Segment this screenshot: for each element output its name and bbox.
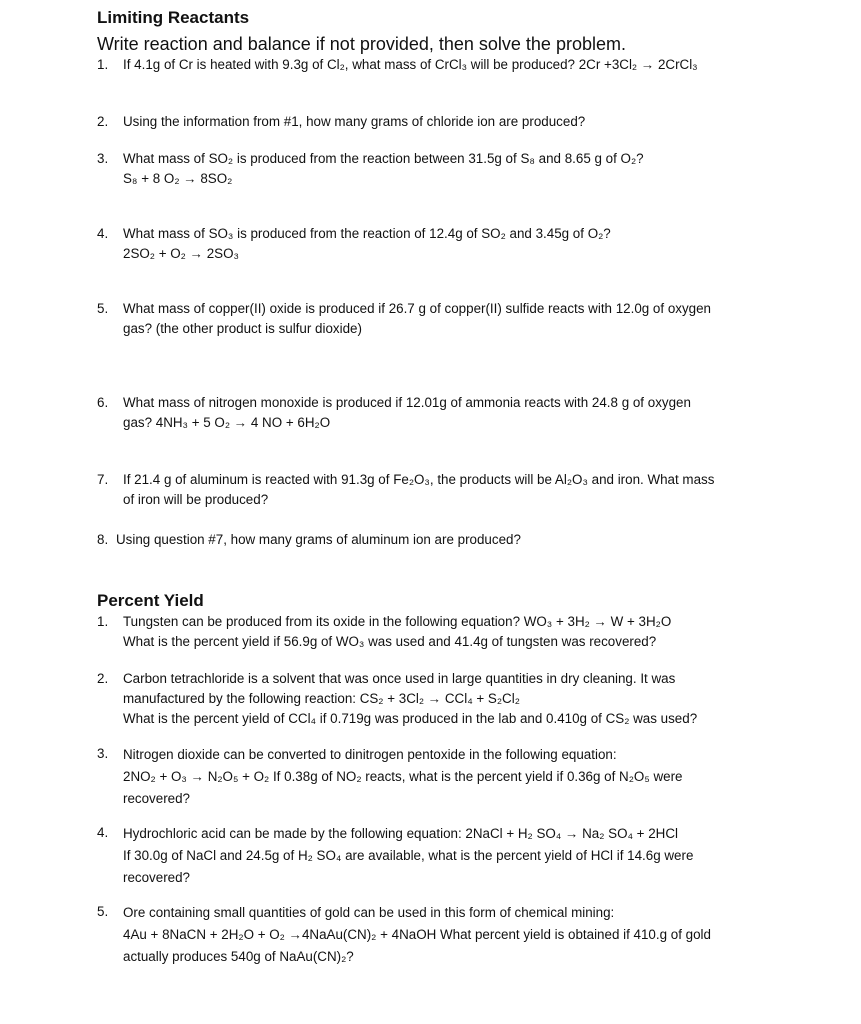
question-text: Using the information from #1, how many grams of chloride ion are produced? xyxy=(123,114,586,129)
question-number: 2. xyxy=(97,671,109,686)
question-number: 4. xyxy=(97,226,109,241)
question-text: Using question #7, how many grams of aluminum ion are produced? xyxy=(116,532,521,547)
question-number: 6. xyxy=(97,395,109,410)
question-text: What mass of copper(II) oxide is produced if 26.7 g of copper(II) sulfide reacts with 12.0g of oxygen gas? (the other product is sulfur dioxide) xyxy=(123,301,711,336)
question-text: If 4.1g of Cr is heated with 9.3g of Cl₂, what mass of CrCl₃ will be produced? 2Cr +3Cl₂ → 2CrCl₃ xyxy=(123,57,698,72)
question-number: 2. xyxy=(97,114,109,129)
question-text: Nitrogen dioxide can be converted to dinitrogen pentoxide in the following equation: 2NO₂ + O₃ → N₂O₅ + O₂ If 0.38g of NO₂ reacts, what is the percent yield if 0.36g of N₂O₅ were recovered? xyxy=(123,747,683,806)
question-number: 1. xyxy=(97,57,109,72)
question-text: What mass of SO₂ is produced from the reaction between 31.5g of S₈ and 8.65 g of O₂? S₈ + 8 O₂ → 8SO₂ xyxy=(123,151,644,186)
limiting-reactants-title: Limiting Reactants xyxy=(97,8,250,27)
question-text: If 21.4 g of aluminum is reacted with 91.3g of Fe₂O₃, the products will be Al₂O₃ and iron. What mass of iron will be produced? xyxy=(123,472,715,507)
question-text: Carbon tetrachloride is a solvent that was once used in large quantities in dry cleaning. It was manufactured by the following reaction: CS₂ + 3Cl₂ → CCl₄ + S₂Cl₂ What is the percent yield of CCl₄ if 0.719g was produced in the lab and 0.410g of CS₂ was used? xyxy=(123,671,698,726)
question-number: 4. xyxy=(97,825,109,840)
question-number: 8. xyxy=(97,532,109,547)
limiting-reactants-instructions: Write reaction and balance if not provided, then solve the problem. xyxy=(97,34,626,54)
question-number: 3. xyxy=(97,746,109,761)
question-text: What mass of nitrogen monoxide is produced if 12.01g of ammonia reacts with 24.8 g of oxygen gas? 4NH₃ + 5 O₂ → 4 NO + 6H₂O xyxy=(123,395,691,430)
question-text: What mass of SO₃ is produced from the reaction of 12.4g of SO₂ and 3.45g of O₂? 2SO₂ + O₂ → 2SO₃ xyxy=(123,226,611,261)
question-text: Tungsten can be produced from its oxide in the following equation? WO₃ + 3H₂ → W + 3H₂O What is the percent yield if 56.9g of WO₃ was used and 41.4g of tungsten was recovered? xyxy=(123,614,672,649)
question-number: 3. xyxy=(97,151,109,166)
question-number: 1. xyxy=(97,614,109,629)
percent-yield-title: Percent Yield xyxy=(97,591,204,610)
question-text: Hydrochloric acid can be made by the following equation: 2NaCl + H₂ SO₄ → Na₂ SO₄ + 2HCl If 30.0g of NaCl and 24.5g of H₂ SO₄ are available, what is the percent yield of HCl if 14.6g were recovered? xyxy=(123,826,694,885)
question-number: 5. xyxy=(97,904,109,919)
question-number: 7. xyxy=(97,472,109,487)
question-text: Ore containing small quantities of gold can be used in this form of chemical mining: 4Au + 8NaCN + 2H₂O + O₂ →4NaAu(CN)₂ + 4NaOH What percent yield is obtained if 410.g of gold actually produces 540g of NaAu(CN)₂? xyxy=(123,905,711,964)
question-number: 5. xyxy=(97,301,109,316)
